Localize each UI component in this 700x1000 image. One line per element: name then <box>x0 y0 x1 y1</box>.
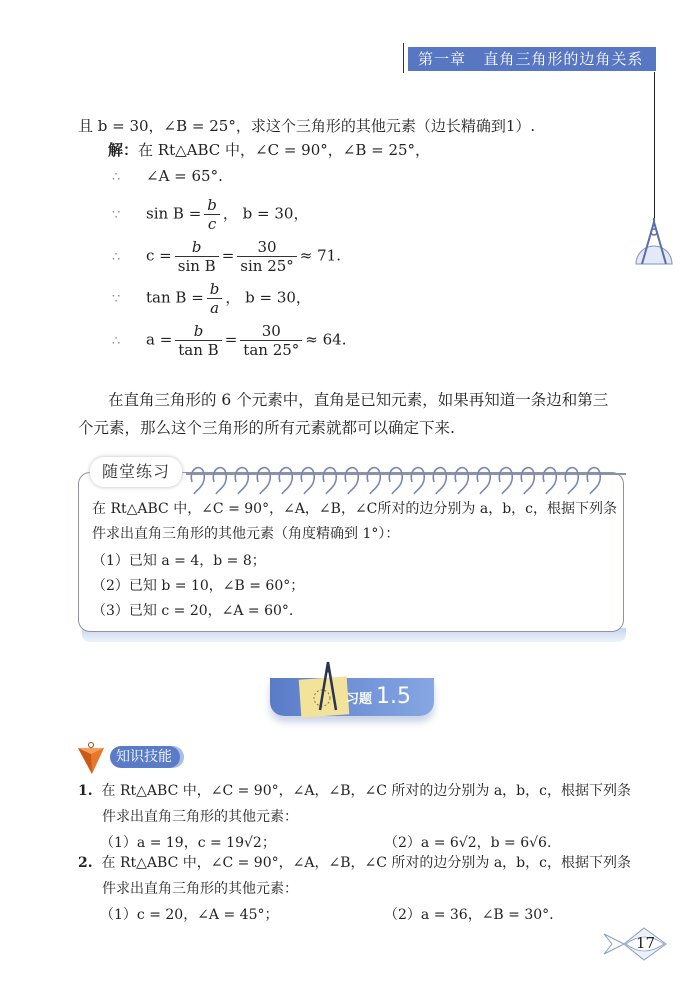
spiral-binding-icon <box>186 460 626 500</box>
exercise-label-text: 习题 <box>346 692 373 707</box>
equals: = <box>224 330 238 349</box>
practice-item-3: （3）已知 c = 20，∠A = 60°. <box>92 603 294 619</box>
denominator: sin B <box>177 257 216 275</box>
because-symbol: ∵ <box>112 291 121 307</box>
fraction <box>175 238 219 275</box>
numerator: 30 <box>240 322 302 341</box>
chapter-label: 第一章 <box>418 50 467 68</box>
therefore-symbol: ∴ <box>112 170 121 185</box>
step-2 <box>112 196 308 233</box>
because-symbol: ∵ <box>112 207 121 223</box>
denominator: a <box>210 299 220 317</box>
practice-title: 随堂练习 <box>90 457 182 487</box>
numerator: b <box>175 238 219 257</box>
exercise-label <box>346 684 411 709</box>
denominator: tan 25° <box>243 341 300 359</box>
practice-item-1: （1）已知 a = 4，b = 8； <box>92 553 266 569</box>
problem-number: 1. <box>78 783 93 799</box>
numerator: b <box>175 322 221 341</box>
problem-2-line-2: 件求出直角三角形的其他元素： <box>102 881 298 897</box>
fraction <box>237 238 297 275</box>
step-lhs: tan B = <box>146 288 204 307</box>
summary-line-1: 在直角三角形的 6 个元素中，直角是已知元素，如果再知道一条边和第三 <box>108 391 609 409</box>
problem-text: 在 Rt△ABC 中，∠C = 90°，∠A，∠B，∠C 所对的边分别为 a，b，c，根据下列条 <box>101 855 631 871</box>
fraction <box>207 280 223 317</box>
problem-2-line-1 <box>78 850 631 876</box>
header-divider <box>403 43 404 73</box>
problem-1-part-2: （2）a = 6√2，b = 6√6. <box>384 835 552 851</box>
practice-item-2: （2）已知 b = 10，∠B = 60°； <box>92 578 305 594</box>
numerator: b <box>207 280 223 299</box>
problem-1-line-2: 件求出直角三角形的其他元素： <box>102 809 298 825</box>
pyramid-icon <box>76 742 106 776</box>
page-number: 17 <box>636 934 656 952</box>
compass-icon <box>308 660 342 716</box>
fraction <box>240 322 302 359</box>
problem-2-part-1: （1）c = 20，∠A = 45°； <box>100 907 279 923</box>
chapter-title: 直角三角形的边角关系 <box>483 50 644 68</box>
fish-page-number-icon <box>600 924 670 964</box>
numerator: 30 <box>237 238 297 257</box>
therefore-symbol: ∴ <box>112 249 121 265</box>
compass-protractor-icon <box>632 218 676 268</box>
summary-line-2: 个元素，那么这个三角形的所有元素就都可以确定下来. <box>78 419 455 437</box>
problem-number: 2. <box>78 855 93 871</box>
denominator: tan B <box>178 341 219 359</box>
step-lhs: a = <box>146 330 173 349</box>
example-given: 且 b = 30，∠B = 25°，求这个三角形的其他元素（边长精确到1）. <box>78 117 536 135</box>
chapter-header <box>408 47 656 71</box>
fraction <box>175 322 221 359</box>
step-3 <box>112 238 341 275</box>
step-rest: ， b = 30， <box>225 288 311 307</box>
practice-line-1: 在 Rt△ABC 中，∠C = 90°，∠A，∠B，∠C所对的边分别为 a，b，c，根据下列条 <box>92 501 617 517</box>
side-rule <box>654 72 655 222</box>
problem-2-part-2: （2）a = 36，∠B = 30°. <box>384 907 554 923</box>
step-1 <box>112 166 223 188</box>
practice-line-2: 件求出直角三角形的其他元素（角度精确到 1°）： <box>92 526 400 542</box>
step-lhs: sin B = <box>146 204 202 223</box>
denominator: c <box>207 215 217 233</box>
problem-1-part-1: （1）a = 19，c = 19√2； <box>100 835 276 851</box>
skills-tag: 知识技能 <box>110 746 180 768</box>
problem-1-line-1 <box>78 778 631 804</box>
solution-label: 解： <box>108 141 139 159</box>
fraction <box>204 196 220 233</box>
step-lhs: c = <box>146 246 172 265</box>
therefore-symbol: ∴ <box>112 333 121 349</box>
solution-text: 在 Rt△ABC 中，∠C = 90°，∠B = 25°， <box>138 141 431 159</box>
step-rest: ≈ 71. <box>299 246 341 265</box>
step-rest: ≈ 64. <box>305 330 347 349</box>
problem-text: 在 Rt△ABC 中，∠C = 90°，∠A，∠B，∠C 所对的边分别为 a，b，c，根据下列条 <box>101 783 631 799</box>
step-5 <box>112 322 347 359</box>
step-text: ∠A = 65°. <box>146 167 223 185</box>
exercise-number: 1.5 <box>376 684 412 709</box>
numerator: b <box>204 196 220 215</box>
denominator: sin 25° <box>240 257 294 275</box>
equals: = <box>221 246 235 265</box>
solution-intro <box>108 140 430 160</box>
step-4 <box>112 280 311 317</box>
step-rest: ， b = 30， <box>222 204 309 223</box>
